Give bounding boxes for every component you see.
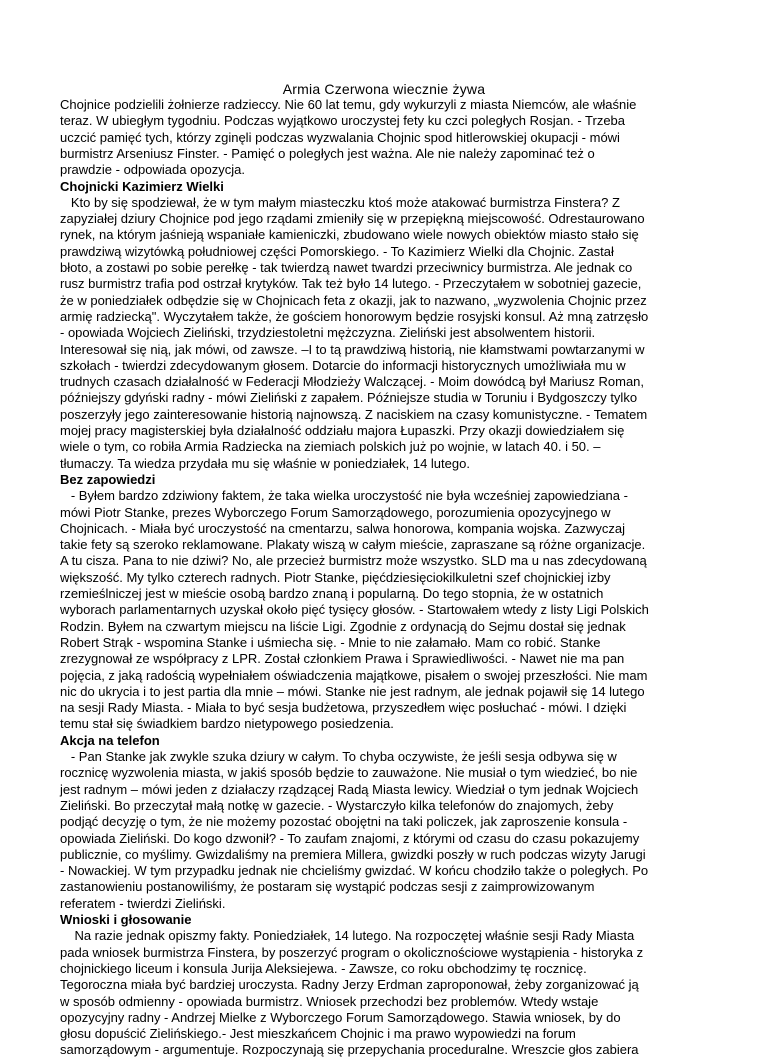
text-line: rynek, na którym jaśnieją wspaniałe kamieniczki, zbudowano wiele nowych obiektów miasto stało się: [60, 227, 639, 243]
text-line: pojęcia, z jaką radością wypełniałem oświadczenia majątkowe, pisałem o swojej przeszłości. Nie mam: [60, 667, 648, 683]
text-line: Kto by się spodziewał, że w tym małym miasteczku ktoś może atakować burmistrza Finstera? Z: [60, 194, 620, 210]
text-line: Rodzin. Byłem na czwartym miejscu na liście Ligi. Zgodnie z ordynacją do Sejmu dostał się jednak: [60, 618, 626, 634]
text-line: wiele o tym, co robiła Armia Radziecka na ziemiach polskich już po wojnie, w latach 40. i 50. –: [60, 439, 601, 455]
text-line: prawdziwą wizytówką południowej części Pomorskiego. - To Kazimierz Wielki dla Chojnic. Zastał: [60, 243, 614, 259]
section-heading: Wnioski i głosowanie: [60, 912, 192, 927]
text-line: szkołach - twierdzi zdecydowanym głosem. Dotarcie do informacji historycznych umożliwiała mu w: [60, 357, 626, 373]
text-line: Chojnicach. - Miała być uroczystość na cmentarzu, salwa honorowa, kompania wojska. Zazwyczaj: [60, 520, 626, 536]
text-line: Robert Strąk - wspomina Stanke i uśmiecha się. - Mnie to nie załamało. Mam co robić. Stanke: [60, 634, 601, 650]
text-line: referatem - twierdzi Zieliński.: [60, 895, 226, 911]
text-line: w sposób odmienny - opowiada burmistrz. Wniosek przechodzi bez problemów. Wtedy wstaje: [60, 993, 599, 1009]
text-line: jest radnym – mówi jeden z działaczy rządzącej Radą Miasta lewicy. Wiedział o tym jednak Wojciech: [60, 781, 639, 797]
text-line: rocznicę wyzwolenia miasta, w jakiś sposób będzie to zauważone. Nie musiał o tym wiedzieć, bo nie: [60, 765, 638, 781]
section-heading: Chojnicki Kazimierz Wielki: [60, 178, 224, 194]
text-line: - Byłem bardzo zdziwiony faktem, że taka wielka uroczystość nie była wcześniej zapowiedziana -: [60, 488, 628, 504]
section-heading: Akcja na telefon: [60, 732, 160, 748]
text-line: burmistrz Arseniusz Finster. - Pamięć o poległych jest ważna. Ale nie należy zapominać też o: [60, 145, 595, 161]
document-title: Armia Czerwona wiecznie żywa: [282, 81, 486, 97]
text-line: - Pan Stanke jak zwykle szuka dziury w całym. To chyba oczywiste, że jeśli sesja odbywa się w: [60, 749, 617, 764]
text-line: teraz. W ubiegłym tygodniu. Podczas wyjątkowo uroczystej fety ku czci poległych Rosjan. - Trzeba: [60, 113, 626, 129]
text-line: trudnych czasach działalność w Federacji Młodzieży Walczącej. - Moim dowódcą był Mariusz Roman,: [60, 374, 645, 390]
text-line: temu stał się świadkiem bardzo nietypowego posiedzenia.: [60, 716, 394, 732]
text-line: chojnickiego liceum i konsula Jurija Aleksiejewa. - Zawsze, co roku obchodzimy tę rocznicę.: [60, 960, 587, 976]
text-line: Zieliński. Bo przeczytał małą notkę w gazecie. - Wystarczyło kilka telefonów do znajomych, żeby: [60, 797, 614, 813]
text-line: Interesował się nią, jak mówi, od zawsze. –I to tą prawdziwą historią, nie kłamstwami powtarzanymi w: [60, 341, 645, 357]
text-line: większość. My tylko czterech radnych. Piotr Stanke, pięćdziesięciokilkuletni szef chojnickiej izby: [60, 569, 611, 585]
text-line: nic do ukrycia i to jest partia dla mnie – mówi. Stanke nie jest radnym, ale jednak pojawił się 14 lutego: [60, 683, 645, 699]
text-line: na sesji Rady Miasta. - Miała to być sesja budżetowa, przyszedłem więc posłuchać - mówi. I dzięki: [60, 700, 627, 716]
text-line: samorządowym - argumentuje. Rozpoczynają się przepychania proceduralne. Wreszcie głos zabiera: [60, 1042, 639, 1058]
text-line: tłumaczy. Ta wiedza przydała mu się właśnie w poniedziałek, 14 lutego.: [60, 455, 470, 471]
text-line: Tegoroczna miała być bardziej uroczysta. Radny Jerzy Erdman zaproponował, żeby zorganizować ją: [60, 977, 639, 993]
text-line: mojej pracy magisterskiej była działalność oddziału majora Łupaszki. Przy okazji dowiedziałem się: [60, 423, 625, 438]
text-line: - opowiada Wojciech Zieliński, trzydziestoletni mężczyzna. Zieliński jest absolwentem historii.: [60, 325, 596, 341]
text-line: rzemieślniczej jest w mieście osobą bardzo znaną i popularną. Do tego stopnia, że w ostatnich: [60, 586, 604, 601]
text-line: błoto, a zostawi po sobie perełkę - tak twierdzą nawet twardzi przeciwnicy burmistrza. Ale jednak co: [60, 260, 633, 275]
text-line: uczcić pamięć tych, którzy zginęli podczas wyzwalania Chojnic spod hitlerowskiej okupacji - mówi: [60, 129, 620, 145]
text-line: zrezygnował ze współpracy z LPR. Został członkiem Prawa i Sprawiedliwości. - Nawet nie ma pan: [60, 651, 625, 667]
text-line: mówi Piotr Stanke, prezes Wyborczego Forum Samorządowego, porozumienia opozycyjnego w: [60, 504, 611, 520]
text-line: opozycyjny radny - Andrzej Mielke z Wyborczego Forum Samorządowego. Stawia wniosek, by do: [60, 1009, 621, 1025]
text-line: A tu cisza. Pana to nie dziwi? No, ale przecież burmistrz może wszystko. SLD ma u nas zdecydowaną: [60, 553, 647, 569]
text-line: - Nowackiej. W tym przypadku jednak nie chcieliśmy gwizdać. W końcu chodziło także o poległych. Po: [60, 863, 649, 879]
text-line: Chojnice podzielili żołnierze radzieccy. Nie 60 lat temu, gdy wykurzyli z miasta Niemców, ale właśnie: [60, 97, 637, 112]
text-line: pada wniosek burmistrza Finstera, by poszerzyć program o okolicznościowe wystąpienia - historyka z: [60, 944, 644, 960]
section-heading: Bez zapowiedzi: [60, 471, 156, 487]
text-line: późniejszy gdyński radny - mówi Zieliński z zapałem. Późniejsze studia w Toruniu i Bydgoszczy tylko: [60, 390, 638, 406]
text-line: Na razie jednak opiszmy fakty. Poniedziałek, 14 lutego. Na rozpoczętej właśnie sesji Rady Miasta: [60, 928, 635, 944]
text-line: głosu dopuścić Zielińskiego.- Jest mieszkańcem Chojnic i ma prawo wypowiedzi na forum: [60, 1026, 576, 1042]
text-line: zapyziałej dziury Chojnice pod jego rządami zmieniły się w przepiękną miejscowość. Odrestaurowano: [60, 211, 645, 227]
text-line: rusz burmistrz trafia pod ostrzał krytyków. Tak też było 14 lutego. - Przeczytałem w sobotniej gazecie,: [60, 276, 642, 292]
text-line: prawdzie - odpowiada opozycja.: [60, 162, 245, 178]
text-line: armię radziecką". Wyczytałem także, że gościem honorowym będzie rosyjski konsul. Aż mną zatrzęsło: [60, 308, 649, 324]
text-line: podjąć decyzję o tym, że nie możemy pozostać obojętni na taki policzek, jak zaproszenie konsula -: [60, 814, 628, 830]
text-line: zastanowieniu postanowiliśmy, że postaram się wystąpić podczas sesji z zaimprowizowanym: [60, 879, 595, 895]
text-line: takie fety są szeroko reklamowane. Plakaty wiszą w całym mieście, zapraszane są różne organizacje.: [60, 537, 646, 553]
text-line: że w poniedziałek odbędzie się w Chojnicach feta z okazji, jak to nazwano, „wyzwolenia Chojnic przez: [60, 292, 647, 308]
text-line: wyborach parlamentarnych uzyskał około pięć tysięcy głosów. - Startowałem wtedy z listy Ligi Polskich: [60, 602, 649, 618]
text-line: poszerzyły jego zainteresowanie historią najnowszą. Z naciskiem na czasy komunistyczne. - Tematem: [60, 406, 648, 422]
text-line: opowiada Zieliński. Do kogo dzwonił? - To zaufam znajomi, z którymi od czasu do czasu pokazujemy: [60, 830, 640, 846]
text-line: publicznie, co myślimy. Gwizdaliśmy na premiera Millera, gwizdki poszły w ruch podczas wizyty Jarugi: [60, 846, 646, 862]
